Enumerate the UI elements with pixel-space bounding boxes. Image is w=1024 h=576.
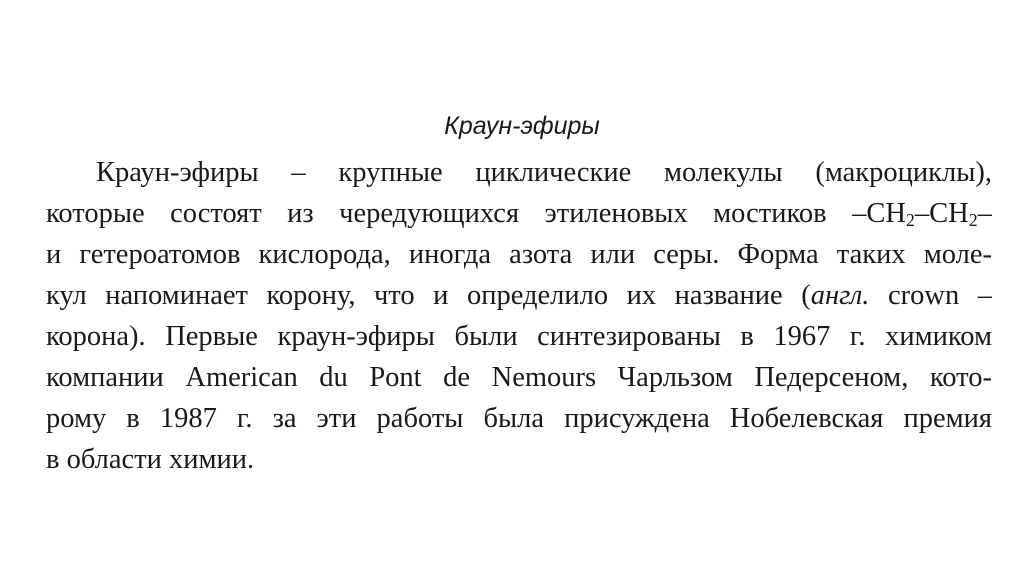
body-paragraph xyxy=(46,152,992,480)
line4-text-a: кул напоминает корону, что и определило их название ( xyxy=(46,280,811,311)
paragraph-line-2 xyxy=(46,193,992,234)
subscript-2-first: 2 xyxy=(905,210,915,230)
paragraph-line-8: в области химии. xyxy=(46,444,255,475)
paragraph-line-7: рому в 1987 г. за эти работы была присуждена Нобелевская премия xyxy=(46,403,992,434)
paragraph-line-6: компании American du Pont de Nemours Чарльзом Педерсеном, кото- xyxy=(46,362,992,393)
line2-text-b: –CH xyxy=(914,198,969,229)
section-heading: Краун-эфиры xyxy=(444,112,600,140)
paragraph-line-1: Краун-эфиры – крупные циклические молекулы (макроциклы), xyxy=(96,157,992,188)
line2-text-a: которые состоят из чередующихся этиленовых мостиков –CH xyxy=(46,198,906,229)
paragraph-line-5: корона). Первые краун-эфиры были синтезированы в 1967 г. химиком xyxy=(46,321,992,352)
line2-text-c: – xyxy=(977,198,992,229)
line4-italic-abbrev: англ. xyxy=(810,280,870,311)
line4-text-b: crown – xyxy=(869,280,992,311)
paragraph-line-3: и гетероатомов кислорода, иногда азота или серы. Форма таких моле- xyxy=(46,239,992,270)
paragraph-line-4 xyxy=(46,275,992,316)
subscript-2-second: 2 xyxy=(968,210,978,230)
